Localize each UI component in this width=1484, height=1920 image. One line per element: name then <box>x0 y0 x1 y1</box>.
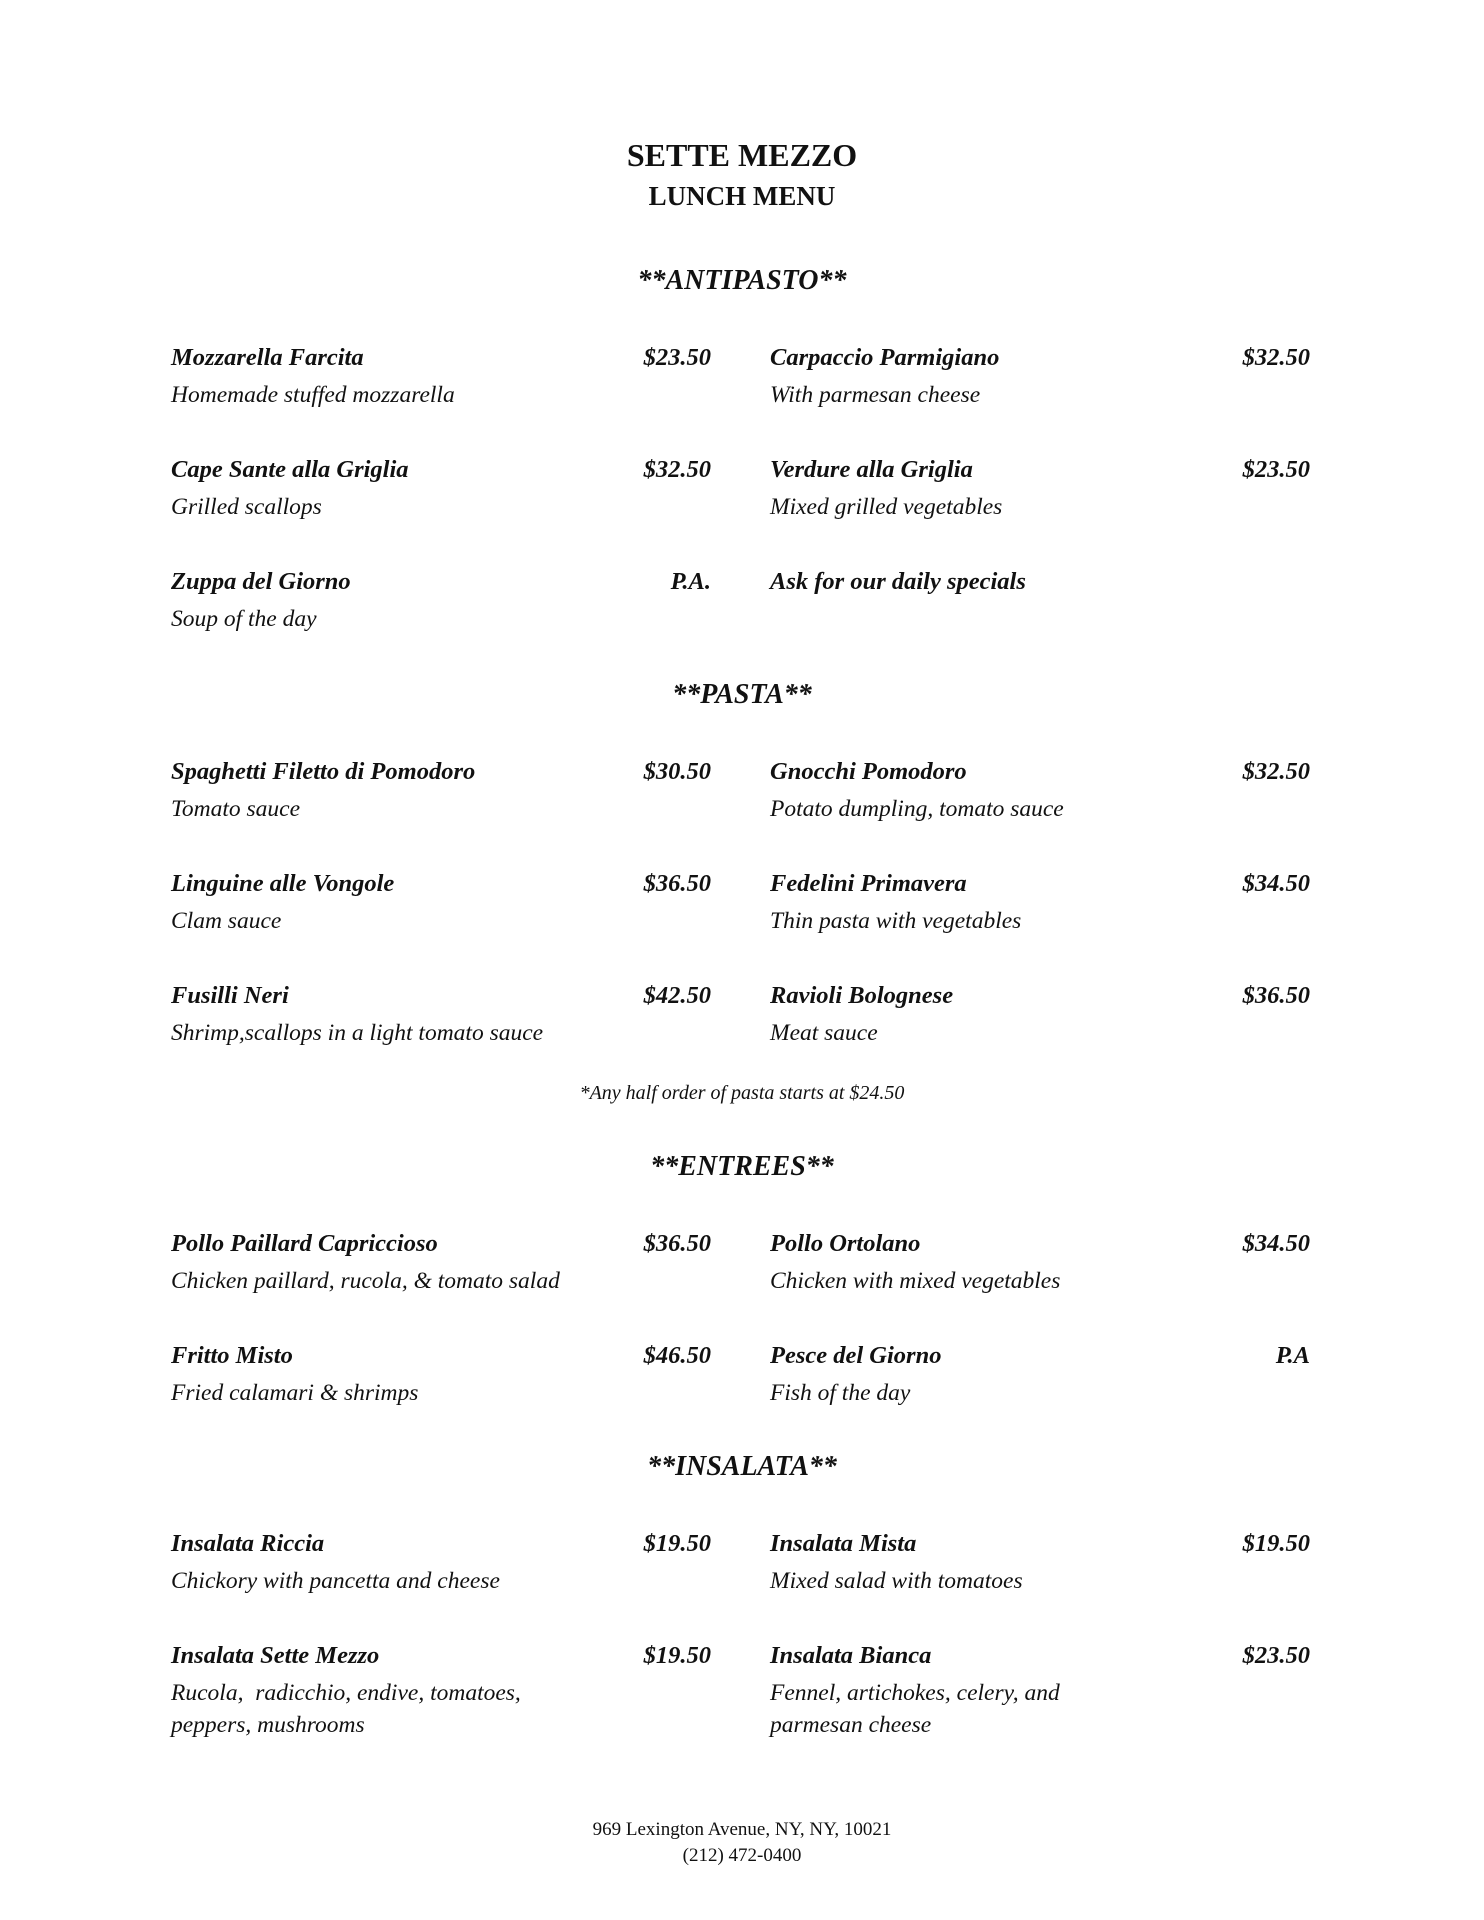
item-name: Carpaccio Parmigiano <box>770 344 1000 371</box>
menu-item-linguine-vongole <box>171 868 711 937</box>
item-description: Chickory with pancetta and cheese <box>171 1568 500 1594</box>
item-description: Fennel, artichokes, celery, and parmesan cheese <box>770 1680 1060 1738</box>
menu-item-fusilli-neri <box>171 980 711 1049</box>
item-name: Insalata Riccia <box>171 1530 325 1557</box>
section-heading-antipasto: **ANTIPASTO** <box>637 265 847 296</box>
menu-item-insalata-bianca <box>770 1640 1310 1741</box>
item-name: Zuppa del Giorno <box>171 568 351 595</box>
item-price: $36.50 <box>1242 982 1310 1009</box>
menu-item-verdure-alla-griglia <box>770 454 1310 523</box>
item-name: Pesce del Giorno <box>770 1342 942 1369</box>
menu-item-insalata-riccia <box>171 1528 711 1597</box>
menu-item-fedelini-primavera <box>770 868 1310 937</box>
menu-title: LUNCH MENU <box>648 181 836 211</box>
menu-item-insalata-sette-mezzo <box>171 1640 711 1741</box>
menu-item-mozzarella-farcita <box>171 342 711 411</box>
item-price: $19.50 <box>643 1642 711 1669</box>
item-name: Spaghetti Filetto di Pomodoro <box>171 758 476 785</box>
item-description: Mixed salad with tomatoes <box>770 1568 1023 1594</box>
item-description: Meat sauce <box>770 1020 878 1046</box>
item-name: Insalata Sette Mezzo <box>171 1642 380 1669</box>
item-name: Ask for our daily specials <box>770 568 1026 595</box>
item-description: Grilled scallops <box>171 494 322 520</box>
menu-item-gnocchi-pomodoro <box>770 756 1310 825</box>
menu-item-ravioli-bolognese <box>770 980 1310 1049</box>
section-heading-insalata: **INSALATA** <box>647 1451 837 1482</box>
item-description: Rucola, radicchio, endive, tomatoes, peppers, mushrooms <box>171 1680 527 1738</box>
item-price: $36.50 <box>643 870 711 897</box>
item-description: With parmesan cheese <box>770 382 981 408</box>
item-price: $34.50 <box>1242 1230 1310 1257</box>
item-description: Tomato sauce <box>171 796 301 822</box>
restaurant-name: SETTE MEZZO <box>626 137 858 173</box>
item-name: Gnocchi Pomodoro <box>770 758 967 785</box>
menu-item-spaghetti-filetto <box>171 756 711 825</box>
item-description: Shrimp,scallops in a light tomato sauce <box>171 1020 544 1046</box>
item-price: $19.50 <box>1242 1530 1310 1557</box>
menu-item-insalata-mista <box>770 1528 1310 1597</box>
section-heading-entrees: **ENTREES** <box>650 1151 834 1182</box>
item-price: $32.50 <box>1242 758 1310 785</box>
item-description: Chicken paillard, rucola, & tomato salad <box>171 1268 560 1294</box>
menu-item-pollo-ortolano <box>770 1228 1310 1297</box>
menu-item-carpaccio-parmigiano <box>770 342 1310 411</box>
item-price: $23.50 <box>1242 456 1310 483</box>
item-description: Thin pasta with vegetables <box>770 908 1022 934</box>
item-price: $36.50 <box>643 1230 711 1257</box>
item-name: Pollo Paillard Capriccioso <box>171 1230 438 1257</box>
item-name: Insalata Mista <box>770 1530 917 1557</box>
item-price: $46.50 <box>643 1342 711 1369</box>
item-price: $32.50 <box>643 456 711 483</box>
item-name: Pollo Ortolano <box>770 1230 921 1257</box>
half-order-note: *Any half order of pasta starts at $24.50 <box>579 1082 905 1104</box>
item-name: Insalata Bianca <box>770 1642 932 1669</box>
item-price: $42.50 <box>643 982 711 1009</box>
item-name: Mozzarella Farcita <box>171 344 364 371</box>
item-name: Fusilli Neri <box>171 982 289 1009</box>
item-name: Cape Sante alla Griglia <box>171 456 409 483</box>
item-name: Ravioli Bolognese <box>770 982 954 1009</box>
menu-item-zuppa-del-giorno <box>171 566 711 635</box>
item-description: Mixed grilled vegetables <box>770 494 1003 520</box>
menu-item-fritto-misto <box>171 1340 711 1409</box>
item-description: Fish of the day <box>770 1380 911 1406</box>
item-price: $19.50 <box>643 1530 711 1557</box>
menu-item-daily-specials <box>770 566 1310 603</box>
restaurant-phone: (212) 472-0400 <box>682 1845 802 1866</box>
item-price: P.A. <box>670 568 711 595</box>
item-price: $34.50 <box>1242 870 1310 897</box>
restaurant-address: 969 Lexington Avenue, NY, NY, 10021 <box>592 1819 892 1840</box>
menu-item-pollo-paillard <box>171 1228 711 1297</box>
item-name: Verdure alla Griglia <box>770 456 973 483</box>
item-price: P.A <box>1275 1342 1310 1369</box>
item-description: Potato dumpling, tomato sauce <box>770 796 1064 822</box>
item-description: Soup of the day <box>171 606 317 632</box>
item-name: Linguine alle Vongole <box>171 870 395 897</box>
item-price: $23.50 <box>643 344 711 371</box>
item-price: $23.50 <box>1242 1642 1310 1669</box>
section-heading-pasta: **PASTA** <box>672 679 812 710</box>
item-description: Chicken with mixed vegetables <box>770 1268 1061 1294</box>
item-description: Fried calamari & shrimps <box>171 1380 419 1406</box>
item-price: $30.50 <box>643 758 711 785</box>
item-description: Homemade stuffed mozzarella <box>171 382 455 408</box>
item-price: $32.50 <box>1242 344 1310 371</box>
menu-item-pesce-del-giorno <box>770 1340 1310 1409</box>
item-description: Clam sauce <box>171 908 282 934</box>
menu-item-cape-sante <box>171 454 711 523</box>
item-name: Fedelini Primavera <box>770 870 967 897</box>
item-name: Fritto Misto <box>171 1342 293 1369</box>
